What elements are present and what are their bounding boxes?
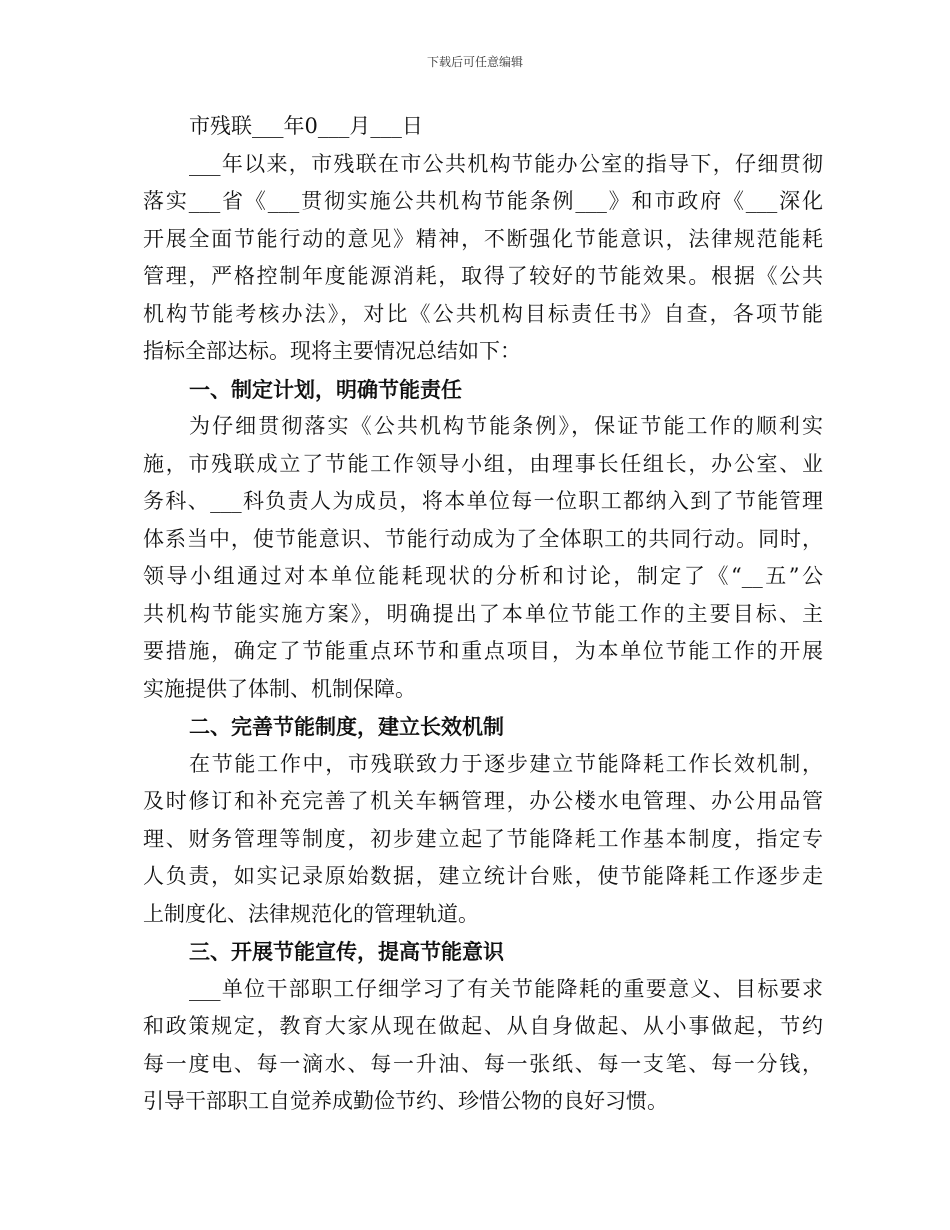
paragraph-line: 及时修订和补充完善了机关车辆管理，办公楼水电管理、办公用品管 <box>143 789 823 813</box>
intro-line: 机构节能考核办法》，对比《公共机构目标责任书》自查，各项节能 <box>143 301 823 326</box>
header-note: 下载后可任意编辑 <box>426 55 523 69</box>
paragraph-line: 要措施，确定了节能重点环节和重点项目，为本单位节能工作的开展 <box>143 639 823 663</box>
paragraph-line: 实施提供了体制、机制保障。 <box>143 676 416 701</box>
intro-line: 落实___省《___贯彻实施公共机构节能条例___》和市政府《___深化 <box>143 189 823 213</box>
paragraph-line: 人负责，如实记录原始数据，建立统计台账，使节能降耗工作逐步走 <box>143 864 823 888</box>
intro-line: 指标全部达标。现将主要情况总结如下： <box>143 339 521 363</box>
paragraph-line: 和政策规定，教育大家从现在做起、从自身做起、从小事做起，节约 <box>143 1014 823 1038</box>
intro-line: 管理，严格控制年度能源消耗，取得了较好的节能效果。根据《公共 <box>143 264 823 288</box>
paragraph-line: 务科、___科负责人为成员，将本单位每一位职工都纳入到了节能管理 <box>143 489 823 513</box>
paragraph-line: 每一度电、每一滴水、每一升油、每一张纸、每一支笔、每一分钱， <box>143 1051 823 1076</box>
paragraph-line: 施，市残联成立了节能工作领导小组，由理事长任组长，办公室、业 <box>143 451 823 476</box>
paragraph-line: 上制度化、法律规范化的管理轨道。 <box>143 901 479 926</box>
paragraph-line: 为仔细贯彻落实《公共机构节能条例》，保证节能工作的顺利实 <box>189 414 823 438</box>
paragraph-line: 共机构节能实施方案》，明确提出了本单位节能工作的主要目标、主 <box>143 601 823 626</box>
date-line: 市残联___年0___月___日 <box>189 114 423 138</box>
paragraph-line: 理、财务管理等制度，初步建立起了节能降耗工作基本制度，指定专 <box>143 826 823 851</box>
section-heading: 三、开展节能宣传，提高节能意识 <box>189 939 504 964</box>
intro-line: ___年以来，市残联在市公共机构节能办公室的指导下，仔细贯彻 <box>189 151 823 176</box>
document-body <box>143 108 823 1121</box>
section-heading: 一、制定计划，明确节能责任 <box>189 376 462 402</box>
section-heading: 二、完善节能制度，建立长效机制 <box>189 714 504 739</box>
intro-line: 开展全面节能行动的意见》精神，不断强化节能意识，法律规范能耗 <box>143 226 823 251</box>
paragraph-line: 体系当中，使节能意识、节能行动成为了全体职工的共同行动。同时， <box>143 526 823 551</box>
paragraph-line: ___单位干部职工仔细学习了有关节能降耗的重要意义、目标要求 <box>189 976 823 1001</box>
paragraph-line: 在节能工作中，市残联致力于逐步建立节能降耗工作长效机制， <box>189 751 823 776</box>
paragraph-line: 引导干部职工自觉养成勤俭节约、珍惜公物的良好习惯。 <box>143 1089 668 1113</box>
paragraph-line: 领导小组通过对本单位能耗现状的分析和讨论，制定了《“__五”公 <box>143 564 823 588</box>
